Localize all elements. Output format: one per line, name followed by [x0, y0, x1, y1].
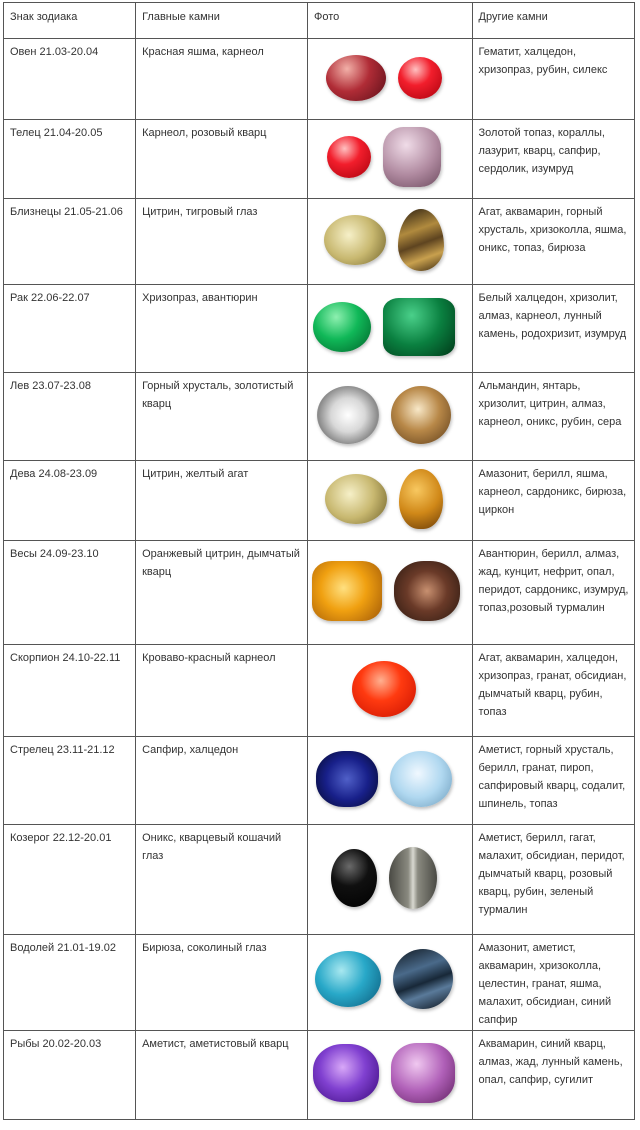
photo-cell [307, 737, 472, 824]
carnelian-gem-image [398, 57, 442, 99]
main-stones-cell: Сапфир, халцедон [136, 737, 308, 824]
table-row [4, 935, 635, 1030]
orange-citrine-gem-image [312, 561, 382, 621]
sapphire-gem-image [316, 751, 378, 807]
chalcedony-gem-image [390, 751, 452, 807]
main-stones-cell: Оникс, кварцевый кошачий глаз [136, 824, 308, 935]
main-stones-cell: Кроваво-красный карнеол [136, 644, 308, 736]
photo-cell [307, 541, 472, 644]
other-stones-cell: Агат, аквамарин, халцедон, хризопраз, гранат, обсидиан, дымчатый кварц, рубин, топаз [472, 644, 634, 736]
photo-cell [307, 935, 472, 1030]
carnelian-gem-image [327, 136, 371, 178]
table-row [4, 824, 635, 935]
other-stones-cell: Гематит, халцедон, хризопраз, рубин, силекс [472, 39, 634, 120]
other-stones-cell: Белый халцедон, хризолит, алмаз, карнеол, лунный камень, родохризит, изумруд [472, 285, 634, 372]
table-row [4, 39, 635, 120]
zodiac-stones-table [3, 2, 635, 1120]
main-stones-cell: Бирюза, соколиный глаз [136, 935, 308, 1030]
header-zodiac: Знак зодиака [4, 3, 136, 39]
zodiac-sign-cell: Телец 21.04-20.05 [4, 120, 136, 198]
table-row [4, 460, 635, 540]
main-stones-cell: Хризопраз, авантюрин [136, 285, 308, 372]
zodiac-sign-cell: Рыбы 20.02-20.03 [4, 1030, 136, 1120]
header-other-stones: Другие камни [472, 3, 634, 39]
chrysoprase-gem-image [313, 302, 371, 352]
main-stones-cell: Цитрин, желтый агат [136, 460, 308, 540]
yellow-agate-gem-image [399, 469, 443, 529]
zodiac-sign-cell: Весы 24.09-23.10 [4, 541, 136, 644]
zodiac-sign-cell: Водолей 21.01-19.02 [4, 935, 136, 1030]
table-row [4, 285, 635, 372]
table-row [4, 198, 635, 284]
turquoise-gem-image [315, 951, 381, 1007]
main-stones-cell: Карнеол, розовый кварц [136, 120, 308, 198]
other-stones-cell: Амазонит, берилл, яшма, карнеол, сардоникс, бирюза, циркон [472, 460, 634, 540]
other-stones-cell: Амазонит, аметист, аквамарин, хризоколла, целестин, гранат, яшма, малахит, обсидиан, синий сапфир [472, 935, 634, 1030]
amethyst-quartz-gem-image [391, 1043, 455, 1103]
other-stones-cell: Агат, аквамарин, горный хрусталь, хризоколла, яшма, оникс, топаз, бирюза [472, 198, 634, 284]
photo-cell [307, 644, 472, 736]
other-stones-cell: Аметист, берилл, гагат, малахит, обсидиан, перидот, дымчатый кварц, розовый кварц, рубин, зеленый турмалин [472, 824, 634, 935]
amethyst-gem-image [313, 1044, 379, 1102]
photo-cell [307, 198, 472, 284]
citrine-gem-image [324, 215, 386, 265]
main-stones-cell: Горный хрусталь, золотистый кварц [136, 372, 308, 460]
zodiac-sign-cell: Козерог 22.12-20.01 [4, 824, 136, 935]
photo-cell [307, 824, 472, 935]
cats-eye-quartz-gem-image [389, 847, 437, 909]
main-stones-cell: Аметист, аметистовый кварц [136, 1030, 308, 1120]
golden-quartz-gem-image [391, 386, 451, 444]
photo-cell [307, 460, 472, 540]
header-row [4, 3, 635, 39]
zodiac-sign-cell: Скорпион 24.10-22.11 [4, 644, 136, 736]
hawk-eye-gem-image [393, 949, 453, 1009]
other-stones-cell: Авантюрин, берилл, алмаз, жад, кунцит, нефрит, опал, перидот, сардоникс, изумруд, топаз,розовый турмалин [472, 541, 634, 644]
aventurine-gem-image [383, 298, 455, 356]
red-jasper-gem-image [326, 55, 386, 101]
header-main-stones: Главные камни [136, 3, 308, 39]
citrine-gem-image [325, 474, 387, 524]
table-row [4, 372, 635, 460]
photo-cell [307, 285, 472, 372]
table-row [4, 120, 635, 198]
zodiac-sign-cell: Дева 24.08-23.09 [4, 460, 136, 540]
zodiac-sign-cell: Близнецы 21.05-21.06 [4, 198, 136, 284]
table-row [4, 737, 635, 824]
header-photo: Фото [307, 3, 472, 39]
smoky-quartz-gem-image [394, 561, 460, 621]
onyx-gem-image [331, 849, 377, 907]
photo-cell [307, 120, 472, 198]
photo-cell [307, 39, 472, 120]
other-stones-cell: Аметист, горный хрусталь, берилл, гранат, пироп, сапфировый кварц, содалит, шпинель, топаз [472, 737, 634, 824]
blood-red-carnelian-gem-image [352, 661, 416, 717]
other-stones-cell: Золотой топаз, кораллы, лазурит, кварц, сапфир, сердолик, изумруд [472, 120, 634, 198]
main-stones-cell: Оранжевый цитрин, дымчатый кварц [136, 541, 308, 644]
table-row [4, 541, 635, 644]
rock-crystal-gem-image [317, 386, 379, 444]
rose-quartz-gem-image [383, 127, 441, 187]
other-stones-cell: Аквамарин, синий кварц, алмаз, жад, лунный камень, опал, сапфир, сугилит [472, 1030, 634, 1120]
zodiac-sign-cell: Лев 23.07-23.08 [4, 372, 136, 460]
photo-cell [307, 372, 472, 460]
table-row [4, 644, 635, 736]
zodiac-sign-cell: Рак 22.06-22.07 [4, 285, 136, 372]
main-stones-cell: Цитрин, тигровый глаз [136, 198, 308, 284]
table-row [4, 1030, 635, 1120]
other-stones-cell: Альмандин, янтарь, хризолит, цитрин, алмаз, карнеол, оникс, рубин, сера [472, 372, 634, 460]
main-stones-cell: Красная яшма, карнеол [136, 39, 308, 120]
tiger-eye-gem-image [398, 209, 444, 271]
zodiac-sign-cell: Овен 21.03-20.04 [4, 39, 136, 120]
zodiac-sign-cell: Стрелец 23.11-21.12 [4, 737, 136, 824]
photo-cell [307, 1030, 472, 1120]
